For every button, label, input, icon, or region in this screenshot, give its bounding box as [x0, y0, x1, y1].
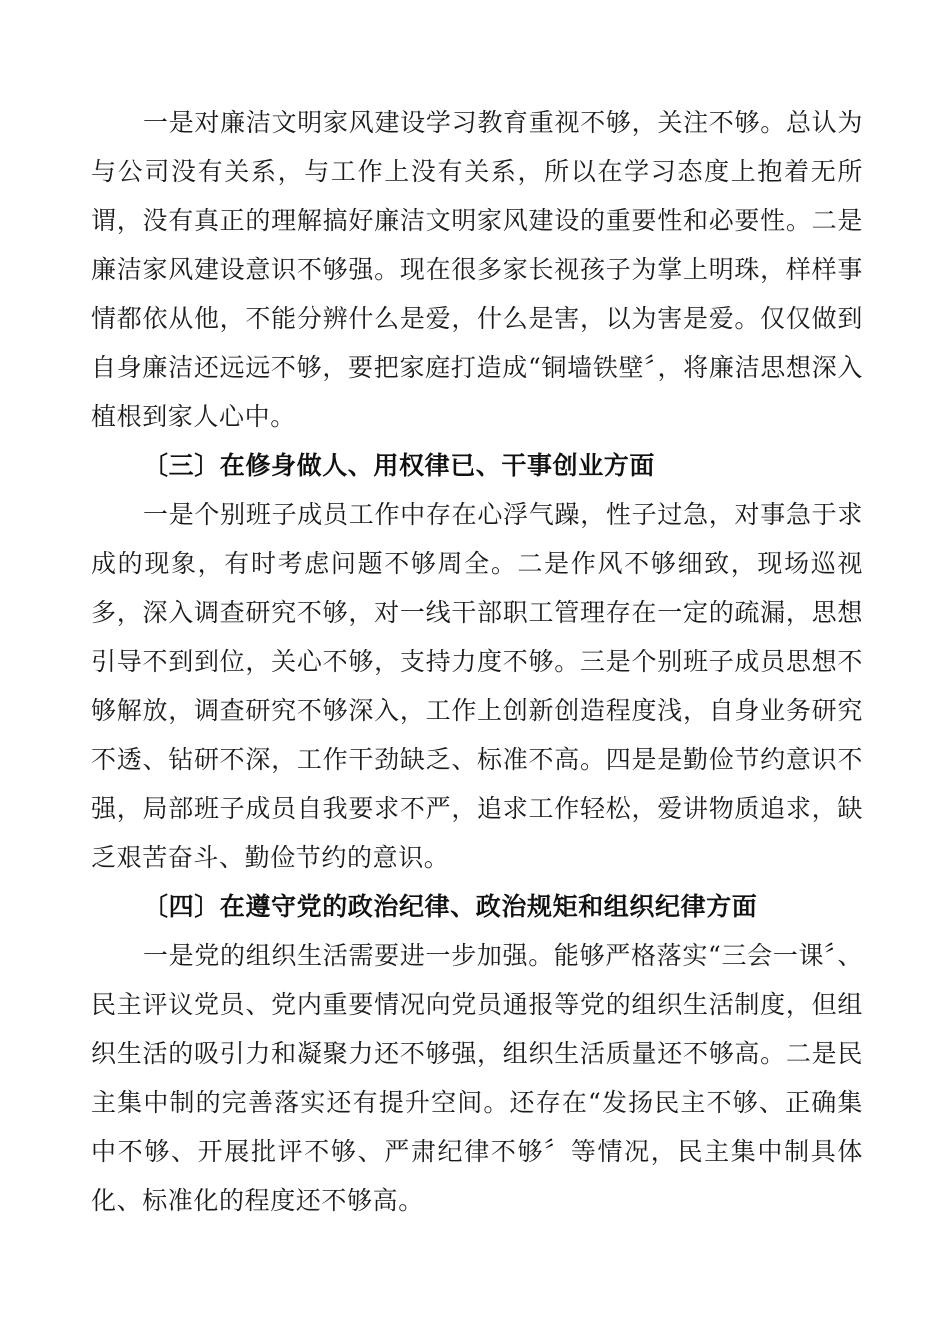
paragraph-party-discipline-issues: 一是党的组织生活需要进一步加强。能够严格落实“三会一课〞、民主评议党员、党内重要情况向党员通报等党的组织生活制度，但组织生活的吸引力和凝聚力还不够强，组织生活质量还不够高。二是民主集中制的完善落实还有提升空间。还存在“发扬民主不够、正确集中不够、开展批评不够、严肃纪律不够〞等情况，民主集中制具体化、标准化的程度还不够高。 [91, 941, 863, 1215]
section-heading-three: 〔三〕在修身做人、用权律已、干事创业方面 [143, 451, 656, 480]
paragraph-self-cultivation-issues: 一是个别班子成员工作中存在心浮气躁，性子过急，对事急于求成的现象，有时考虑问题不够周全。二是作风不够细致，现场巡视多，深入调查研究不够，对一线干部职工管理存在一定的疏漏，思想引导不到到位，关心不够，支持力度不够。三是个别班子成员思想不够解放，调查研究不够深入，工作上创新创造程度浅，自身业务研究不透、钻研不深，工作干劲缺乏、标准不高。四是是勤俭节约意识不强，局部班子成员自我要求不严，追求工作轻松，爱讲物质追求，缺乏艰苦奋斗、勤俭节约的意识。 [91, 500, 863, 872]
paragraph-family-style-issues: 一是对廉洁文明家风建设学习教育重视不够，关注不够。总认为与公司没有关系，与工作上没有关系，所以在学习态度上抱着无所谓，没有真正的理解搞好廉洁文明家风建设的重要性和必要性。二是廉洁家风建设意识不够强。现在很多家长视孩子为掌上明珠，样样事情都依从他，不能分辨什么是爱，什么是害，以为害是爱。仅仅做到自身廉洁还远远不够，要把家庭打造成“铜墙铁壁〞，将廉洁思想深入植根到家人心中。 [91, 108, 863, 431]
section-heading-four: 〔四〕在遵守党的政治纪律、政治规矩和组织纪律方面 [143, 892, 758, 921]
document-body [91, 98, 863, 1225]
